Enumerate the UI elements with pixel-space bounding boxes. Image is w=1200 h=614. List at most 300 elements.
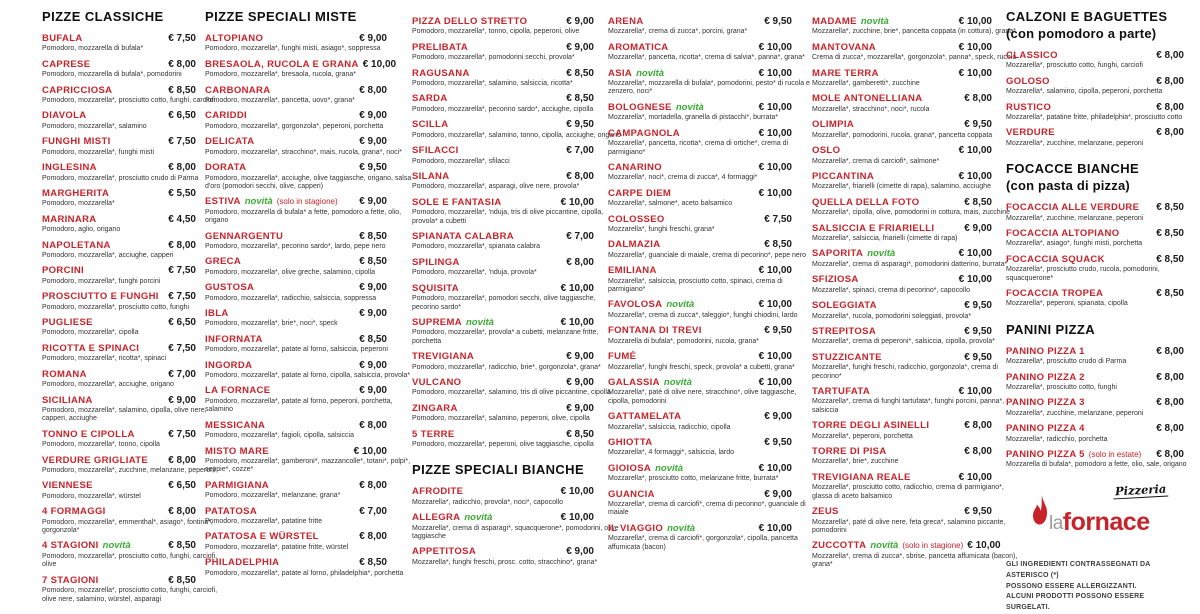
menu-item-row (205, 85, 387, 96)
menu-item (812, 446, 992, 467)
menu-item (42, 429, 196, 450)
item-description: Mozzarella*, friarielli (cimette di rapa), salamino, acciughe (812, 183, 991, 191)
item-name: GRECA (205, 256, 242, 268)
item-price: € 8,00 (964, 93, 992, 105)
menu-item (412, 512, 619, 541)
menu-item-row (812, 540, 1001, 552)
item-name: 4 FORMAGGI (42, 506, 106, 518)
menu-item-row (1006, 346, 1184, 357)
menu-item (812, 420, 992, 441)
item-novita-badge: novità (465, 316, 494, 328)
menu-item (608, 102, 792, 123)
item-price: € 10,00 (758, 41, 792, 53)
section-items (812, 10, 1018, 570)
item-name: GATTAMELATA (608, 411, 682, 423)
menu-item-row (812, 68, 992, 79)
menu-item-row (812, 223, 992, 234)
item-price: € 8,50 (764, 239, 792, 251)
item-price: € 10,00 (958, 67, 992, 79)
item-name: CLASSICO (1006, 49, 1058, 61)
item-description: Pomodoro, mozzarella*, salamino, salsiccia, ricotta* (412, 80, 573, 88)
item-description: Mozzarella*, radicchio, porchetta (1006, 435, 1108, 443)
item-novita-badge: novità (667, 522, 696, 534)
menu-item (412, 93, 594, 114)
menu-item (1006, 254, 1184, 283)
item-price: € 8,00 (168, 506, 196, 518)
item-description: Mozzarella*, asiago*, funghi misti, porchetta (1006, 240, 1143, 248)
item-name: TONNO E CIPOLLA (42, 428, 135, 440)
item-description: Mozzarella*, paté di olive nere, stracchino*, olive taggiasche, cipolla, pomodorini (608, 389, 797, 405)
item-name: FOCACCIA ALTOPIANO (1006, 227, 1120, 239)
item-name: SAPORITA (812, 248, 864, 260)
menu-item-row (42, 240, 196, 251)
item-description: Pomodoro, mozzarella*, bresaola, rucola, grana* (205, 71, 356, 79)
item-price: € 9,00 (566, 351, 594, 363)
item-description: Pomodoro, mozzarella*, zucchine, melanzane, peperoni (42, 467, 216, 475)
item-name: TORRE DEGLI ASINELLI (812, 420, 930, 432)
section-title: PIZZE CLASSICHE (42, 9, 164, 24)
menu-item-row (1006, 127, 1184, 138)
menu-item (42, 506, 213, 535)
menu-item (812, 171, 992, 192)
item-name: PARMIGIANA (205, 479, 270, 491)
item-price: € 9,50 (764, 436, 792, 448)
item-description: Pomodoro, mozzarella*, salamino (42, 122, 147, 130)
item-name: FONTANA DI TREVI (608, 325, 702, 337)
menu-item-row (205, 446, 387, 457)
item-description: Pomodoro, mozzarella*, melanzane, grana* (205, 492, 341, 500)
item-name: SOLEGGIATA (812, 300, 877, 312)
item-description: Mozzarella*, crema di zucca*, sbrise, pancetta affumicata (bacon), grana* (812, 552, 1018, 569)
menu-item-row (205, 557, 387, 568)
item-name: GUANCIA (608, 488, 655, 500)
item-price: € 8,00 (168, 239, 196, 251)
menu-item (205, 110, 387, 131)
item-description: Pomodoro, mozzarella*, salamino, peperoni, olive, cipolla (412, 415, 590, 423)
menu-item-row (812, 506, 992, 517)
item-description: Mozzarella*, peperoni, porchetta (812, 432, 913, 440)
item-description: Pomodoro, mozzarella di bufala*, pomodorini (42, 71, 182, 79)
item-price: € 10,00 (758, 376, 792, 388)
item-price: € 9,00 (359, 196, 387, 208)
menu-column (608, 10, 810, 557)
item-price: € 8,50 (566, 67, 594, 79)
item-name: OSLO (812, 145, 841, 157)
item-name: LA FORNACE (205, 385, 271, 397)
item-name: FOCACCIA TROPEA (1006, 287, 1104, 299)
item-description: Mozzarella*, funghi freschi, radicchio, gorgonzola*, crema di pecorino* (812, 364, 998, 380)
item-novita-badge: novità (867, 248, 896, 260)
menu-item-row (812, 248, 992, 259)
item-name: DELICATA (205, 136, 255, 148)
menu-item-row (205, 231, 387, 242)
menu-item (1006, 346, 1184, 367)
menu-item (412, 429, 594, 450)
menu-item (812, 145, 992, 166)
menu-item-row (42, 214, 196, 225)
item-name: GUSTOSA (205, 282, 255, 294)
item-name: CAPRICCIOSA (42, 84, 113, 96)
menu-item (812, 119, 992, 140)
item-price: € 9,50 (964, 506, 992, 518)
item-price: € 8,50 (168, 574, 196, 586)
item-description: Pomodoro, mozzarella di bufala* a fette, pomodoro a fette, olio, origano (205, 208, 402, 225)
item-description: Mozzarella*, salsiccia, prosciutto cotto, spinaci, crema di parmigiano* (608, 277, 783, 294)
item-description: Mozzarella*, guanciale di maiale, crema di pecorino*, pepe nero (608, 251, 807, 259)
menu-item (42, 317, 196, 338)
item-description: Mozzarella*, funghi freschi, speck, provola* a cubetti, grana* (608, 363, 795, 371)
item-name: SCILLA (412, 119, 449, 131)
item-price: € 8,50 (964, 196, 992, 208)
item-name: TORRE DI PISA (812, 446, 887, 458)
item-price: € 10,00 (560, 316, 594, 328)
menu-item-row (42, 395, 196, 406)
item-name: CARBONARA (205, 84, 271, 96)
menu-item-row (812, 274, 992, 285)
menu-item-row (1006, 228, 1184, 239)
section-items (412, 10, 621, 449)
menu-item-row (412, 119, 594, 130)
item-description: Pomodoro, mozzarella*, stracchino*, mais, rucola, grana*, noci* (205, 148, 402, 156)
item-name: SALSICCIA E FRIARIELLI (812, 222, 935, 234)
item-name: MARINARA (42, 213, 97, 225)
item-price: € 10,00 (758, 351, 792, 363)
item-name: PANINO PIZZA 1 (1006, 345, 1085, 357)
menu-item-row (412, 16, 594, 27)
menu-item-row (42, 188, 196, 199)
item-price: € 8,00 (1156, 397, 1184, 409)
item-name: SARDA (412, 93, 448, 105)
item-price: € 7,50 (168, 428, 196, 440)
menu-item (205, 334, 387, 355)
pizzeria-logo (1032, 481, 1174, 536)
menu-item (205, 282, 387, 303)
menu-item (205, 256, 387, 277)
item-name: VERDURE GRIGLIATE (42, 454, 149, 466)
menu-item (42, 369, 196, 390)
menu-item (205, 480, 387, 501)
item-name: PORCINI (42, 265, 85, 277)
section-items (1006, 196, 1184, 309)
item-price: € 8,50 (1156, 253, 1184, 265)
menu-item (608, 376, 797, 406)
item-name: PATATOSA E WÜRSTEL (205, 531, 319, 543)
menu-item-row (42, 110, 196, 121)
item-price: € 7,50 (168, 291, 196, 303)
menu-item (42, 540, 218, 569)
item-novita-badge: novità (666, 299, 695, 311)
item-description: Pomodoro, mozzarella*, patatine fritte (205, 518, 323, 526)
item-name: CAPRESE (42, 58, 91, 70)
logo-la-text: la (1049, 512, 1063, 534)
menu-item (1006, 76, 1184, 97)
item-description: Pomodoro, mozzarella*, pecorino sardo*, lardo, pepe nero (205, 242, 386, 250)
menu-item (608, 411, 792, 432)
menu-item-row (42, 162, 196, 173)
item-name: TARTUFATA (812, 385, 871, 397)
item-name: ALLEGRA (412, 512, 461, 524)
item-name: ALTOPIANO (205, 32, 264, 44)
item-description: Mozzarella di bufala*, pomodoro a fette, olio, sale, origano (1006, 461, 1187, 469)
menu-item (205, 231, 387, 252)
menu-item-row (42, 265, 196, 276)
item-description: Pomodoro, mozzarella*, 'nduja, provola* (412, 269, 537, 277)
item-price: € 8,00 (359, 531, 387, 543)
menu-item (812, 248, 1008, 269)
item-name: SFILACCI (412, 145, 459, 157)
menu-item-row (205, 58, 397, 70)
section-items (205, 27, 412, 578)
item-name: ZUCCOTTA (812, 540, 867, 552)
menu-item (412, 171, 594, 192)
item-name: OLIMPIA (812, 119, 855, 131)
item-description: Mozzarella*, noci*, crema di zucca*, 4 formaggi* (608, 174, 758, 182)
item-price: € 10,00 (758, 187, 792, 199)
menu-item-row (1006, 76, 1184, 87)
menu-item-row (205, 308, 387, 319)
menu-item (1006, 127, 1184, 148)
item-price: € 8,00 (1156, 75, 1184, 87)
section-items (608, 10, 810, 552)
item-price: € 8,00 (359, 479, 387, 491)
menu-item (205, 33, 387, 54)
item-description: Mozzarella*, prosciutto crudo di Parma (1006, 358, 1127, 366)
menu-item-row (608, 162, 792, 173)
item-description: Mozzarella*, gamberetti*, zucchine (812, 80, 920, 88)
logo-main (1032, 495, 1150, 536)
item-description: Pomodoro, mozzarella*, ricotta*, spinaci (42, 355, 167, 363)
item-price: € 7,50 (168, 342, 196, 354)
item-name: SILANA (412, 170, 450, 182)
menu-item (42, 162, 199, 183)
menu-item (812, 506, 1006, 535)
item-description: Mozzarella*, prosciutto cotto, funghi, carciofi (1006, 62, 1143, 70)
item-name: PANINO PIZZA 4 (1006, 423, 1085, 435)
menu-item (812, 68, 992, 89)
menu-item (608, 188, 792, 209)
menu-item-row (412, 512, 594, 523)
menu-item (412, 316, 599, 346)
item-price: € 9,00 (359, 308, 387, 319)
item-price: € 9,00 (359, 359, 387, 371)
item-price: € 9,50 (764, 325, 792, 337)
item-price: € 8,00 (566, 170, 594, 182)
menu-item (412, 196, 604, 226)
item-name: PUGLIESE (42, 317, 93, 329)
item-price: € 9,00 (359, 385, 387, 397)
menu-item (205, 557, 404, 578)
section-subtitle: (con pasta di pizza) (1006, 178, 1130, 194)
section-items (1006, 340, 1187, 470)
item-description: Pomodoro, mozzarella*, radicchio, salsiccia, soppressa (205, 294, 377, 302)
item-price: € 7,00 (359, 505, 387, 517)
item-price: € 10,00 (560, 486, 594, 498)
item-name: SQUISITA (412, 282, 459, 294)
menu-item-row (412, 317, 594, 328)
item-name: CARIDDI (205, 110, 248, 122)
menu-item (608, 463, 792, 484)
menu-item (205, 531, 387, 552)
menu-item (412, 546, 598, 567)
item-name: GOLOSO (1006, 75, 1050, 87)
section-title: FOCACCE BIANCHE (1006, 161, 1140, 177)
item-price: € 10,00 (958, 16, 992, 27)
menu-item-row (1006, 372, 1184, 383)
item-description: Pomodoro, mozzarella*, funghi porcini (42, 277, 161, 285)
section-items (412, 480, 619, 567)
menu-item-row (42, 369, 196, 380)
menu-item (205, 445, 411, 475)
item-name: ZEUS (812, 506, 839, 518)
menu-item-row (205, 420, 387, 431)
item-name: CAMPAGNOLA (608, 127, 680, 139)
item-price: € 9,00 (764, 488, 792, 500)
item-description: Pomodoro, mozzarella*, patatine fritte, würstel (205, 543, 349, 551)
item-name: ASIA (608, 67, 633, 79)
menu-item-row (812, 352, 992, 363)
item-description: Mozzarella*, brie*, zucchine (812, 458, 899, 466)
menu-item-row (1006, 50, 1184, 61)
menu-item (812, 223, 992, 244)
item-name: SICILIANA (42, 394, 93, 406)
item-name: PRELIBATA (412, 41, 469, 53)
menu-item (42, 240, 196, 261)
menu-item (412, 403, 594, 424)
item-price: € 8,50 (566, 428, 594, 440)
item-description: Pomodoro, mozzarella*, tonno, cipolla (42, 441, 160, 449)
item-description: Pomodoro, mozzarella*, provola* a cubetti, melanzane fritte, porchetta (412, 329, 599, 345)
item-price: € 6,50 (168, 110, 196, 122)
menu-item (412, 351, 601, 372)
menu-item-row (205, 334, 387, 345)
item-description: Mozzarella*, pomodorini, rucola, grana*, pancetta coppata (812, 131, 993, 139)
item-description: Pomodoro, mozzarella*, cipolla (42, 329, 139, 337)
menu-item-row (205, 136, 387, 147)
item-price: € 8,00 (1156, 449, 1184, 461)
item-name: DALMAZIA (608, 239, 661, 251)
item-description: Pomodoro, mozzarella*, acciughe, origano (42, 381, 174, 389)
item-description: Mozzarella*, pancetta, ricotta*, crema di salvia*, panna*, grana* (608, 54, 805, 62)
section-title: CALZONI E BAGUETTES (1006, 9, 1168, 24)
flame-icon (1032, 495, 1048, 532)
menu-item-row (42, 136, 196, 147)
item-name: FOCACCIA SQUACK (1006, 253, 1105, 265)
item-price: € 9,00 (566, 376, 594, 388)
menu-item (205, 196, 402, 225)
item-description: Mozzarella di bufala*, pomodorini, rucola, grana* (608, 337, 759, 345)
menu-item (812, 274, 992, 295)
menu-item-row (608, 325, 792, 336)
item-description: Mozzarella*, salamino, cipolla, peperoni, porchetta (1006, 88, 1163, 96)
item-description: Pomodoro, mozzarella*, peperoni, olive taggiasche, cipolla (412, 441, 594, 449)
item-description: Pomodoro, mozzarella*, patate al forno, philadelphia*, porchetta (205, 569, 404, 577)
item-name: PICCANTINA (812, 170, 875, 182)
item-price: € 9,50 (764, 16, 792, 27)
menu-column (412, 10, 621, 572)
menu-item (812, 196, 1011, 218)
menu-item-row (812, 326, 992, 337)
item-price: € 9,50 (566, 119, 594, 131)
menu-item-row (42, 455, 196, 466)
item-price: € 8,50 (1156, 227, 1184, 239)
menu-item (812, 351, 998, 381)
menu-item (205, 58, 397, 80)
logo-pizzeria-script: Pizzeria (1112, 482, 1168, 499)
item-name: FUMÉ (608, 351, 637, 363)
menu-item-row (608, 239, 792, 250)
item-price: € 8,50 (359, 557, 387, 569)
item-description: Mozzarella*, prosciutto crudo, rucola, pomodorini, squacquerone* (1006, 266, 1160, 282)
item-seasonal-note: (solo in stagione) (276, 197, 338, 207)
item-name: SOLE E FANTASIA (412, 196, 502, 208)
item-description: Mozzarella*, crema di carciofi*, salmone* (812, 157, 940, 165)
menu-item-row (412, 197, 594, 208)
menu-item (608, 299, 798, 320)
item-description: Pomodoro, mozzarella*, salamino, tonno, cipolla, acciughe, origano (412, 131, 621, 139)
item-price: € 7,00 (566, 145, 594, 157)
section-subtitle: (con pomodoro a parte) (1006, 25, 1157, 41)
item-description: Mozzarella*, crema di zucca*, porcini, grana* (608, 28, 748, 36)
menu-item (205, 385, 393, 414)
item-description: Mozzarella*, zucchine, melanzane, peperoni (1006, 214, 1144, 222)
menu-item-row (608, 214, 792, 225)
item-price: € 8,00 (1156, 345, 1184, 357)
item-name: 4 STAGIONI (42, 540, 99, 552)
menu-item-row (608, 128, 792, 139)
item-price: € 4,50 (168, 213, 196, 225)
section-items (1006, 44, 1184, 148)
item-description: Mozzarella*, prosciutto cotto, funghi (1006, 383, 1117, 391)
menu-item-row (1006, 202, 1184, 213)
menu-item (608, 239, 807, 260)
item-name: APPETITOSA (412, 546, 477, 558)
menu-item (608, 214, 792, 235)
item-price: € 10,00 (958, 248, 992, 260)
menu-item (1006, 50, 1184, 71)
menu-item (205, 506, 387, 527)
menu-item-row (412, 429, 594, 440)
menu-item (42, 343, 196, 364)
item-price: € 8,50 (1156, 202, 1184, 214)
item-name: CANARINO (608, 161, 662, 173)
item-name: TREVIGIANA (412, 351, 475, 363)
menu-item-row (412, 42, 594, 53)
menu-item (608, 437, 792, 458)
menu-item-row (42, 429, 196, 440)
item-name: INGORDA (205, 359, 253, 371)
menu-item-row (412, 68, 594, 79)
item-price: € 7,50 (168, 32, 196, 44)
item-price: € 9,00 (566, 41, 594, 53)
item-novita-badge: novità (870, 540, 899, 552)
menu-item-row (205, 33, 387, 44)
item-price: € 7,50 (764, 213, 792, 225)
item-name: GENNARGENTU (205, 230, 284, 242)
item-name: MARGHERITA (42, 187, 110, 199)
item-description: Pomodoro, mozzarella*, 'nduja, tris di olive piccantine, cipolla, provola* a cubetti (412, 209, 604, 225)
menu-item-row (205, 385, 387, 396)
menu-item-row (608, 188, 792, 199)
menu-item (608, 41, 805, 63)
item-name: CARPE DIEM (608, 187, 672, 199)
item-description: Mozzarella*, radicchio, provola*, noci*, capocollo (412, 498, 563, 506)
menu-item (205, 308, 387, 329)
item-description: Mozzarella*, spinaci, crema di pecorino*, capocollo (812, 286, 970, 294)
item-price: € 8,00 (1156, 423, 1184, 435)
item-price: € 8,00 (1156, 127, 1184, 139)
menu-item (42, 291, 196, 312)
item-price: € 8,50 (566, 93, 594, 105)
